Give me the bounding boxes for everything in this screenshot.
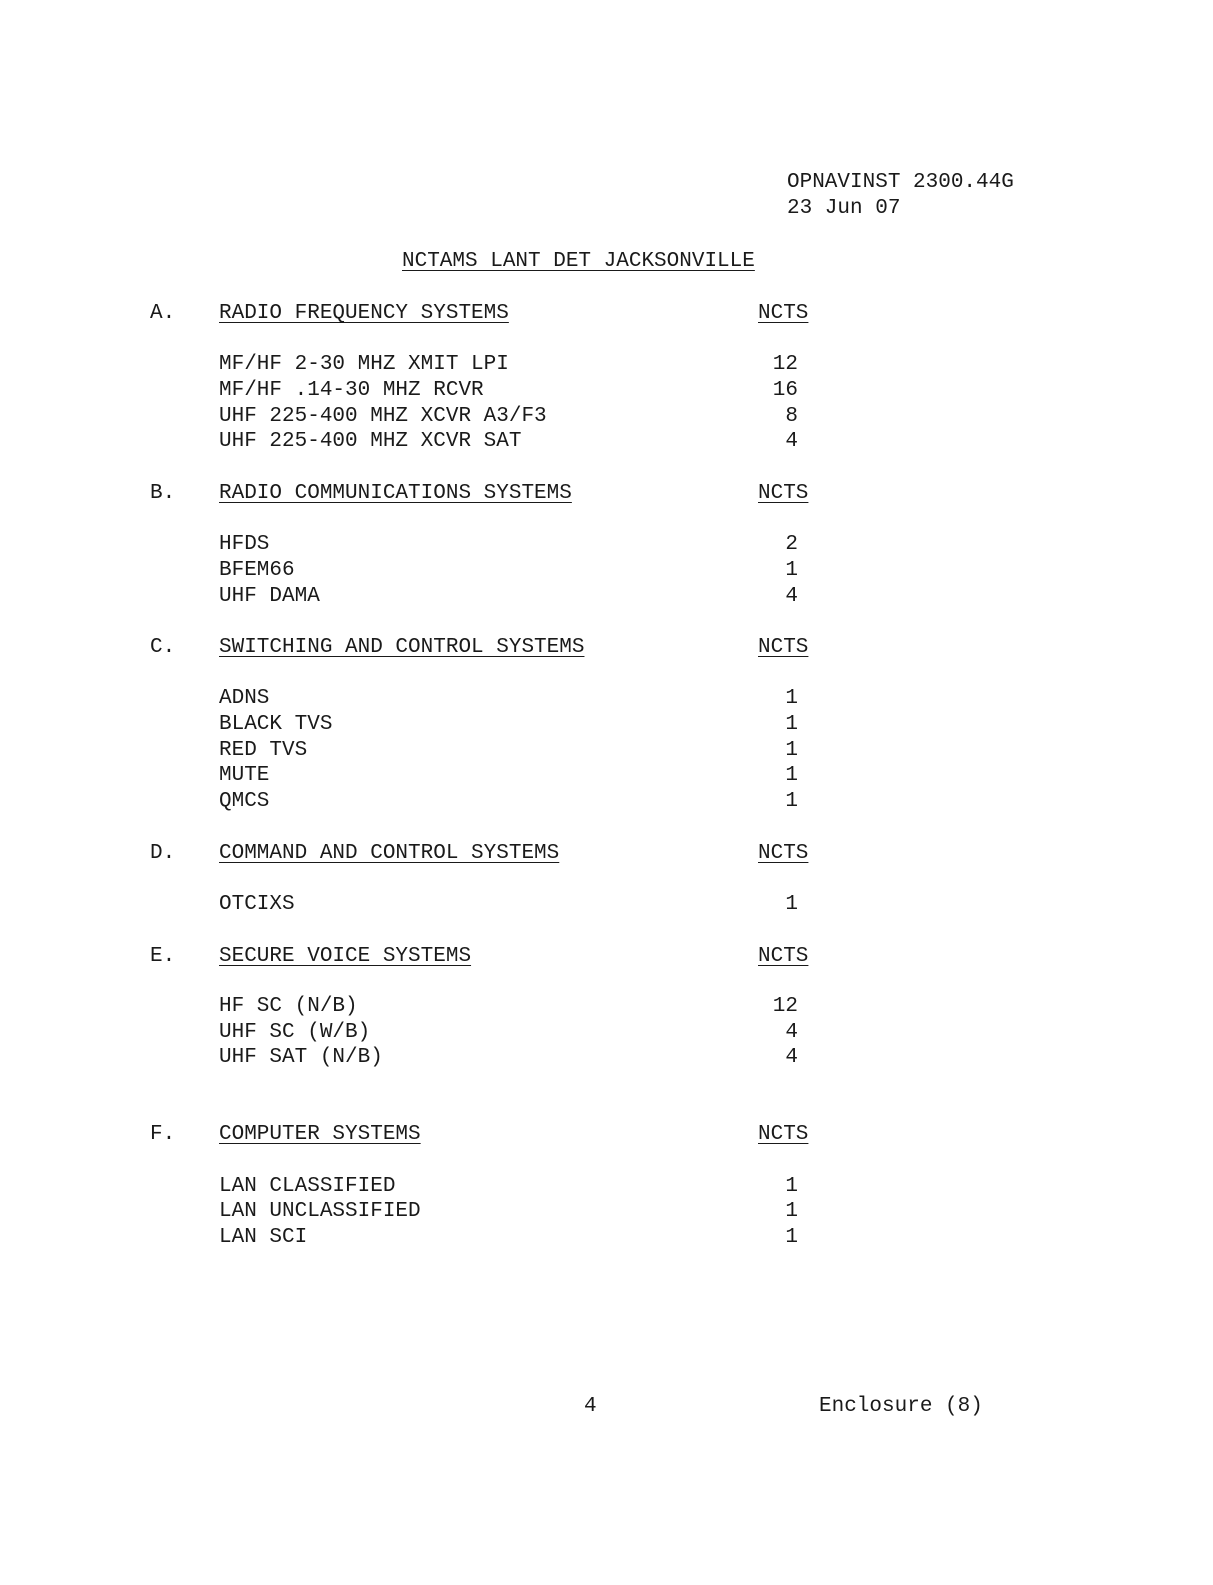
column-heading: NCTS: [758, 636, 809, 659]
item-label: OTCIXS: [219, 893, 295, 916]
item-value: 4: [785, 1021, 798, 1044]
section-heading: COMMAND AND CONTROL SYSTEMS: [219, 842, 560, 865]
document-date: 23 Jun 07: [787, 197, 901, 220]
section-letter: D.: [150, 842, 176, 865]
item-label: MUTE: [219, 764, 270, 787]
item-value: 1: [785, 713, 798, 736]
item-label: UHF 225-400 MHZ XCVR SAT: [219, 430, 522, 453]
item-label: QMCS: [219, 790, 270, 813]
item-value: 12: [772, 353, 798, 376]
page-number: 4: [584, 1395, 597, 1418]
item-label: LAN SCI: [219, 1226, 308, 1249]
section-letter: C.: [150, 636, 176, 659]
item-value: 1: [785, 1226, 798, 1249]
item-value: 4: [785, 585, 798, 608]
item-value: 1: [785, 790, 798, 813]
item-value: 4: [785, 430, 798, 453]
section-heading: SECURE VOICE SYSTEMS: [219, 945, 472, 968]
section-letter: E.: [150, 945, 176, 968]
column-heading: NCTS: [758, 842, 809, 865]
section-letter: B.: [150, 482, 176, 505]
item-label: ADNS: [219, 687, 270, 710]
column-heading: NCTS: [758, 482, 809, 505]
item-value: 1: [785, 559, 798, 582]
item-value: 1: [785, 1175, 798, 1198]
item-value: 4: [785, 1046, 798, 1069]
item-label: BFEM66: [219, 559, 295, 582]
page-title: NCTAMS LANT DET JACKSONVILLE: [402, 250, 755, 273]
section-heading: SWITCHING AND CONTROL SYSTEMS: [219, 636, 585, 659]
item-label: HF SC (N/B): [219, 995, 358, 1018]
item-value: 1: [785, 739, 798, 762]
section-letter: F.: [150, 1123, 176, 1146]
item-value: 1: [785, 893, 798, 916]
column-heading: NCTS: [758, 945, 809, 968]
item-value: 1: [785, 764, 798, 787]
item-label: UHF SAT (N/B): [219, 1046, 383, 1069]
item-value: 1: [785, 1200, 798, 1223]
item-label: RED TVS: [219, 739, 308, 762]
item-label: LAN UNCLASSIFIED: [219, 1200, 421, 1223]
item-label: MF/HF .14-30 MHZ RCVR: [219, 379, 484, 402]
section-heading: RADIO COMMUNICATIONS SYSTEMS: [219, 482, 572, 505]
item-label: UHF DAMA: [219, 585, 320, 608]
item-label: HFDS: [219, 533, 270, 556]
column-heading: NCTS: [758, 1123, 809, 1146]
item-label: MF/HF 2-30 MHZ XMIT LPI: [219, 353, 509, 376]
item-value: 1: [785, 687, 798, 710]
section-heading: COMPUTER SYSTEMS: [219, 1123, 421, 1146]
item-value: 8: [785, 405, 798, 428]
enclosure-label: Enclosure (8): [819, 1395, 983, 1418]
document-id: OPNAVINST 2300.44G: [787, 171, 1014, 194]
item-label: BLACK TVS: [219, 713, 333, 736]
item-label: LAN CLASSIFIED: [219, 1175, 396, 1198]
section-heading: RADIO FREQUENCY SYSTEMS: [219, 302, 509, 325]
item-value: 16: [772, 379, 798, 402]
section-letter: A.: [150, 302, 176, 325]
item-label: UHF 225-400 MHZ XCVR A3/F3: [219, 405, 547, 428]
item-value: 2: [785, 533, 798, 556]
item-value: 12: [772, 995, 798, 1018]
column-heading: NCTS: [758, 302, 809, 325]
item-label: UHF SC (W/B): [219, 1021, 371, 1044]
